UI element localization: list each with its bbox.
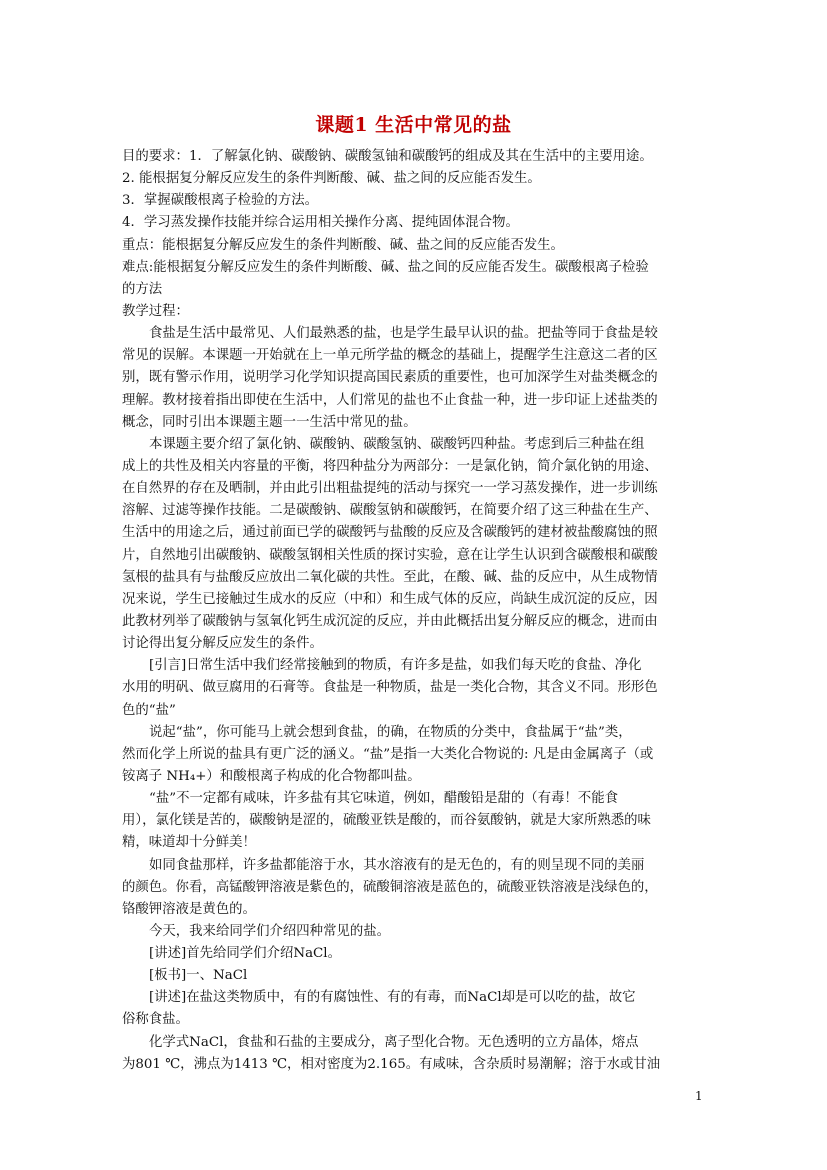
text-line: 氢根的盐具有与盐酸反应放出二氧化碳的共性。至此，在酸、碱、盐的反应中，从生成物情 (122, 569, 658, 585)
text-line: 况来说，学生已接触过生成水的反应（中和）和生成气体的反应，尚缺生成沉淀的反应，因 (122, 591, 658, 607)
text-line: 铬酸钾溶液是黄色的。 (122, 901, 256, 917)
text-line: 今天，我来给同学们介绍四种常见的盐。 (149, 923, 391, 939)
text-line: 的颜色。你看，高锰酸钾溶液是紫色的，硫酸铜溶液是蓝色的，硫酸亚铁溶液是浅绿色的， (122, 879, 658, 895)
document-title: 课题1 生活中常见的盐 (315, 114, 512, 136)
text-line: 水用的明矾、做豆腐用的石膏等。食盐是一种物质，盐是一类化合物，其含义不同。形形色 (122, 680, 658, 696)
text-line: 用），氯化镁是苦的，碳酸钠是涩的，硫酸亚铁是酸的，而谷氨酸钠，就是大家所熟悉的味 (122, 813, 651, 829)
text-line: 成上的共性及相关内容量的平衡，将四种盐分为两部分：一是氯化钠，简介氯化钠的用途、 (122, 458, 658, 474)
text-line: [讲述]在盐这类物质中，有的有腐蚀性、有的有毒，而NaCl却是可以吃的盐，故它 (149, 990, 636, 1006)
text-line: “盐”不一定都有咸味，许多盐有其它味道，例如，醋酸铅是甜的（有毒！不能食 (149, 791, 618, 807)
text-line: 本课题主要介绍了氯化钠、碳酸钠、碳酸氢钠、碳酸钙四种盐。考虑到后三种盐在组 (149, 436, 645, 452)
text-line: 生活中的用途之后，通过前面已学的碳酸钙与盐酸的反应及含碳酸钙的建材被盐酸腐蚀的照 (122, 525, 658, 541)
text-line: 化学式NaCl，食盐和石盐的主要成分，离子型化合物。无色透明的立方晶体，熔点 (149, 1034, 639, 1050)
document-body (122, 146, 707, 1076)
text-line: [讲述]首先给同学们介绍NaCl。 (149, 946, 341, 962)
text-line: 教学过程： (122, 303, 189, 319)
text-line: 常见的误解。本课题一开始就在上一单元所学盐的概念的基础上，提醒学生注意这二者的区 (122, 348, 658, 364)
text-line: 如同食盐那样，许多盐都能溶于水，其水溶液有的是无色的，有的则呈现不同的美丽 (149, 857, 645, 873)
text-line: 色的“盐” (122, 702, 176, 718)
text-line: 精，味道却十分鲜美！ (122, 835, 256, 851)
text-line: 溶解、过滤等操作技能。二是碳酸钠、碳酸氢钠和碳酸钙，在简要介绍了这三种盐在生产、 (122, 503, 658, 519)
text-line: 4．学习蒸发操作技能并综合运用相关操作分离、提纯固体混合物。 (122, 215, 519, 231)
text-line: 说起“盐”，你可能马上就会想到食盐，的确，在物质的分类中，食盐属于“盐”类， (149, 724, 632, 740)
text-line: 难点:能根据复分解反应发生的条件判断酸、碱、盐之间的反应能否发生。碳酸根离子检验 (122, 259, 649, 275)
text-line: 此教材列举了碳酸钠与氢氧化钙生成沉淀的反应，并由此概括出复分解反应的概念，进而由 (122, 613, 658, 629)
text-line: 讨论得出复分解反应发生的条件。 (122, 636, 323, 652)
text-line: 别，既有警示作用，说明学习化学知识提高国民素质的重要性，也可加深学生对盐类概念的 (122, 370, 658, 386)
text-line: 为801 ℃，沸点为1413 ℃，相对密度为2.165。有咸味，含杂质时易潮解；溶于水或甘油 (122, 1056, 661, 1072)
text-line: 食盐是生活中最常见、人们最熟悉的盐，也是学生最早认识的盐。把盐等同于食盐是较 (149, 326, 658, 342)
text-line: [板书]一、NaCl (149, 968, 248, 984)
text-line: 俗称食盐。 (122, 1012, 189, 1028)
text-line: [引言]日常生活中我们经常接触到的物质，有许多是盐，如我们每天吃的食盐、净化 (149, 658, 642, 674)
page-number: 1 (695, 1089, 703, 1103)
text-line: 概念，同时引出本课题主题一一生活中常见的盐。 (122, 414, 417, 430)
text-line: 片，自然地引出碳酸钠、碳酸氢钢相关性质的探讨实验，意在让学生认识到含碳酸根和碳酸 (122, 547, 658, 563)
text-line: 然而化学上所说的盐具有更广泛的涵义。“盐”是指一大类化合物说的: 凡是由金属离子（或 (122, 746, 654, 762)
text-line: 的方法 (122, 281, 163, 297)
text-line: 2. 能根据复分解反应发生的条件判断酸、碱、盐之间的反应能否发生。 (122, 171, 541, 187)
text-line: 目的要求：1．了解氯化钠、碳酸钠、碳酸氢铀和碳酸钙的组成及其在生活中的主要用途。 (122, 149, 653, 164)
text-line: 在自然界的存在及晒制，并由此引出粗盐提纯的活动与探究一一学习蒸发操作，进一步训练 (122, 481, 658, 497)
text-line: 铵离子 NH₄+）和酸根离子构成的化合物都叫盐。 (122, 768, 421, 784)
text-line: 3．掌握碳酸根离子检验的方法。 (122, 193, 318, 209)
text-line: 重点：能根据复分解反应发生的条件判断酸、碱、盐之间的反应能否发生。 (122, 237, 564, 253)
text-line: 理解。教材接着指出即使在生活中，人们常见的盐也不止食盐一种，进一步印证上述盐类的 (122, 392, 658, 408)
